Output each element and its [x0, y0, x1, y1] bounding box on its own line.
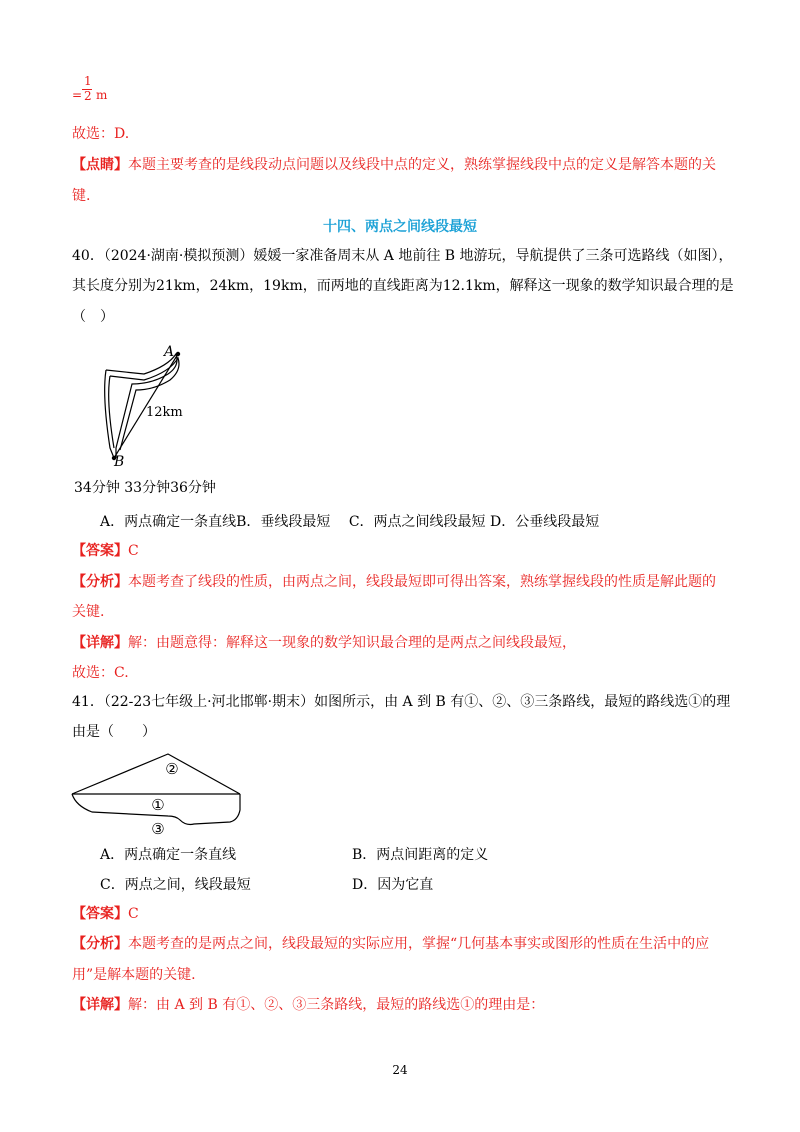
q41-label-1: ① — [151, 796, 165, 814]
prev-comment-line-2: 键. — [72, 188, 91, 204]
detail-tag: 【详解】 — [72, 997, 128, 1013]
answer-value: C — [128, 543, 139, 559]
prev-choice: 故选：D. — [72, 126, 130, 142]
q40-options: A．两点确定一条直线B．垂线段最短 C．两点之间线段最短 D．公垂线段最短 — [100, 514, 600, 530]
answer-tag: 【答案】 — [72, 906, 128, 922]
detail-tag: 【详解】 — [72, 635, 128, 651]
q40-label-a: A — [164, 344, 175, 360]
q40-analysis-line-2: 关键. — [72, 604, 105, 620]
q41-option-d: D．因为它直 — [352, 877, 434, 893]
comment-tag: 【点睛】 — [72, 157, 128, 173]
q41-option-a: A．两点确定一条直线 — [100, 847, 237, 863]
q41-option-c: C．两点之间，线段最短 — [100, 877, 251, 893]
q40-choice: 故选：C. — [72, 665, 129, 681]
q41-route-figure — [68, 750, 248, 840]
detail-text: 解：由 A 到 B 有①、②、③三条路线，最短的路线选①的理由是： — [128, 997, 545, 1013]
section-title: 十四、两点之间线段最短 — [323, 219, 477, 235]
fraction-denominator: 2 — [84, 89, 92, 103]
q41-label-3: ③ — [151, 820, 165, 838]
q41-answer — [72, 904, 139, 924]
q41-stem-line-2: 由是（ ） — [72, 724, 156, 740]
q40-stem-line-3: （ ） — [72, 309, 114, 325]
q40-answer — [72, 541, 139, 561]
q40-road-inner-left — [109, 376, 114, 448]
q41-analysis-line-1 — [72, 934, 709, 954]
comment-text: 本题主要考查的是线段动点问题以及线段中点的定义，熟练掌握线段中点的定义是解答本题的关 — [128, 157, 716, 173]
q40-detail — [72, 633, 576, 653]
q40-stem-line-2: 其长度分别为21km，24km，19km，而两地的直线距离为12.1km，解释这一现象的数学知识最合理的是 — [72, 278, 734, 294]
q41-stem-line-1: 41．（22-23七年级上·河北邯郸·期末）如图所示，由 A 到 B 有①、②、③三条路线，最短的路线选①的理 — [72, 694, 731, 710]
q41-option-b: B．两点间距离的定义 — [352, 847, 489, 863]
analysis-tag: 【分析】 — [72, 574, 128, 590]
equals-sign: = — [72, 88, 83, 102]
q40-times: 34分钟 33分钟36分钟 — [74, 480, 216, 496]
q41-detail — [72, 995, 544, 1015]
q41-label-2: ② — [165, 760, 179, 778]
detail-text: 解：由题意得：解释这一现象的数学知识最合理的是两点之间线段最短， — [128, 635, 576, 651]
q40-label-b: B — [114, 454, 125, 470]
q40-label-length: 12km — [146, 405, 183, 420]
q41-route-2 — [72, 754, 240, 794]
q41-analysis-line-2: 用”是解本题的关键. — [72, 967, 196, 983]
analysis-tag: 【分析】 — [72, 936, 128, 952]
analysis-text: 本题考查了线段的性质，由两点之间，线段最短即可得出答案，熟练掌握线段的性质是解此题的 — [128, 574, 716, 590]
analysis-text: 本题考查的是两点之间，线段最短的实际应用，掌握“几何基本事实或图形的性质在生活中的应 — [128, 936, 710, 952]
page-number: 24 — [392, 1063, 408, 1077]
q40-stem-line-1: 40．（2024·湖南·模拟预测）媛媛一家准备周末从 A 地前往 B 地游玩，导航提供了三条可选路线（如图）， — [72, 248, 733, 264]
q40-route-figure — [72, 336, 232, 476]
q40-analysis-line-1 — [72, 572, 716, 592]
fraction-numerator: 1 — [84, 74, 92, 88]
answer-value: C — [128, 906, 139, 922]
unit-label: m — [96, 88, 108, 102]
prev-comment-line-1 — [72, 155, 716, 175]
q40-point-a — [176, 352, 180, 356]
answer-tag: 【答案】 — [72, 543, 128, 559]
fraction-result — [72, 74, 132, 104]
